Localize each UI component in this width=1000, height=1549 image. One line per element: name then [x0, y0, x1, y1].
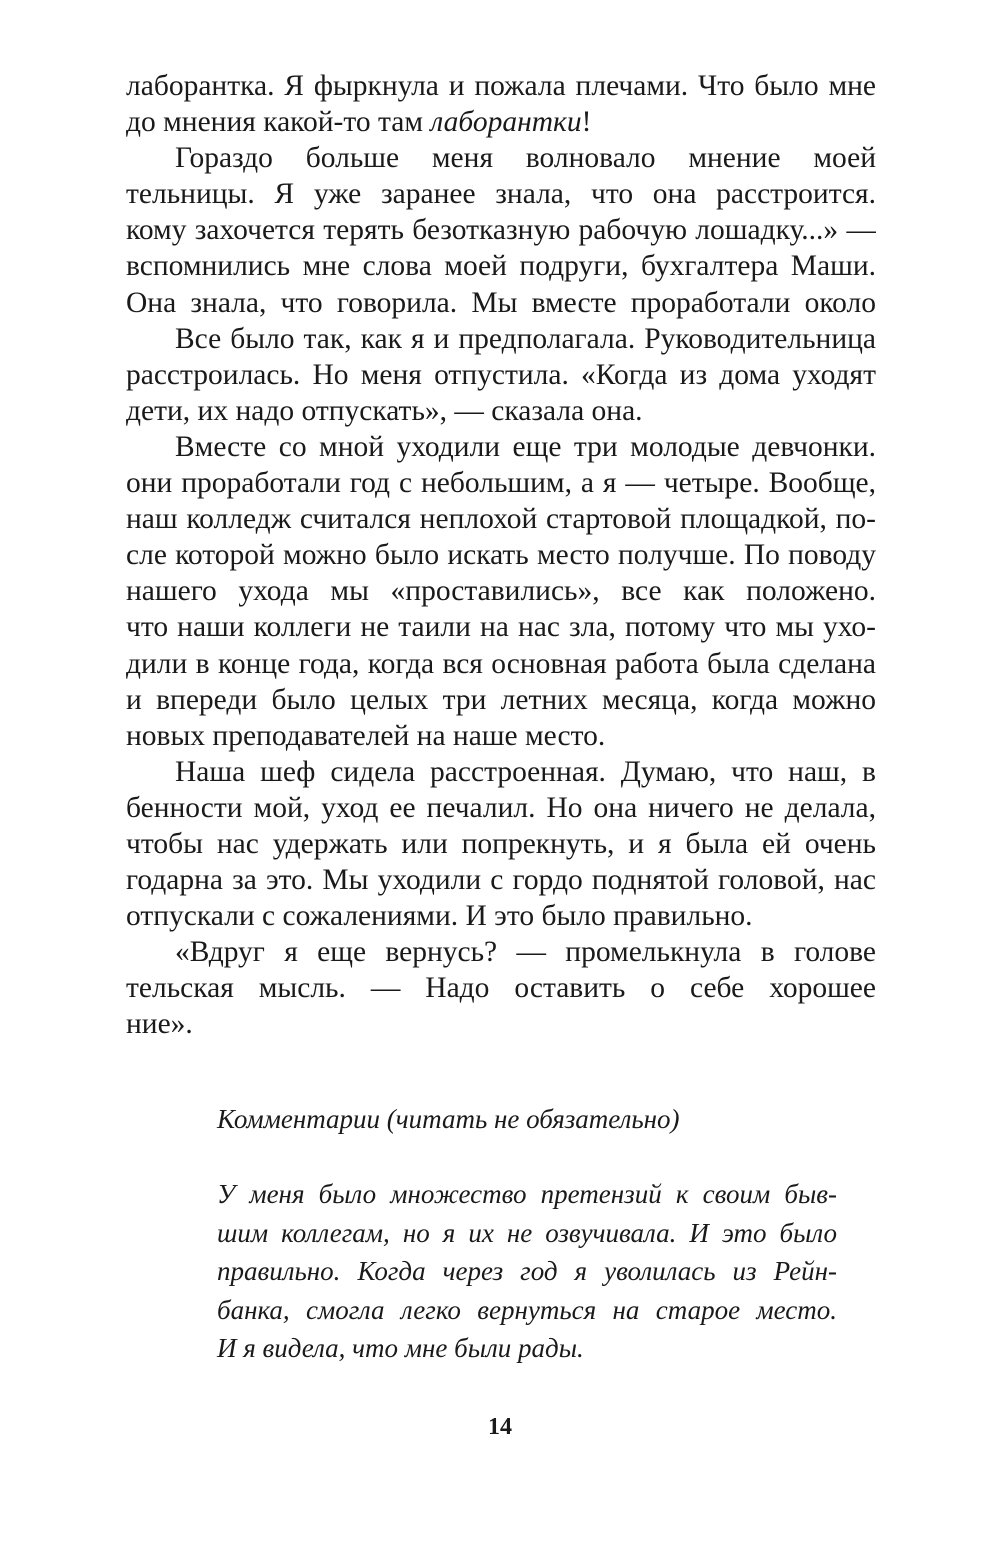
text-line: отпускали с сожалениями. И это было правильно. — [126, 900, 753, 933]
main-text — [126, 68, 876, 1043]
text-line: новых преподавателей на наше место. — [126, 719, 606, 752]
text-line: годарна за это. Мы уходили с гордо поднятой головой, нас — [126, 864, 876, 897]
text-line: вспомнились мне слова моей подруги, бухгалтера Маши. — [126, 250, 876, 283]
text-line: тельницы. Я уже заранее знала, что она расстроится. — [126, 178, 876, 211]
emphasized-word: лаборантки — [430, 106, 582, 139]
text-line: чтобы нас удержать или попрекнуть, и я была ей очень — [126, 827, 876, 860]
comment-line: банка, смогла легко вернуться на старое место. — [217, 1294, 837, 1325]
comment-section — [217, 1101, 837, 1368]
comment-line: И я видела, что мне были рады. — [217, 1333, 584, 1364]
comment-line: шим коллегам, но я их не озвучивала. И это было — [217, 1217, 837, 1248]
text-line: они проработали год с небольшим, а я — четыре. Вообще, — [126, 467, 876, 500]
text-line: сле которой можно было искать место получше. По поводу — [126, 539, 876, 572]
text-line: Она знала, что говорила. Мы вместе проработали около — [126, 286, 876, 319]
text-line: кому захочется терять безотказную рабочую лошадку...» — — [126, 214, 876, 247]
text-line: бенности мой, уход ее печалил. Но она ничего не делала, — [126, 791, 876, 824]
text-line: ние». — [126, 1008, 193, 1041]
text-line: наш колледж считался неплохой стартовой площадкой, по- — [126, 503, 876, 536]
text-line: Наша шеф сидела расстроенная. Думаю, что наш, в — [175, 755, 876, 788]
comment-text — [217, 1175, 837, 1368]
text-line: и впереди было целых три летних месяца, когда можно — [126, 683, 876, 716]
text-line: дети, их надо отпускать», — сказала она. — [126, 394, 643, 427]
comment-line: правильно. Когда через год я уволилась из Рейн- — [217, 1256, 837, 1287]
text-line: нашего ухода мы «проставились», все как положено. — [126, 575, 876, 608]
page-number: 14 — [488, 1414, 512, 1440]
text-line: тельская мысль. — Надо оставить о себе хорошее — [126, 972, 876, 1005]
text-line: Вместе со мной уходили еще три молодые девчонки. — [175, 430, 876, 463]
text-line: Все было так, как я и предполагала. Руководительница — [175, 322, 876, 355]
text-line: до мнения какой-то там лаборантки! — [126, 106, 592, 139]
comment-line: У меня было множество претензий к своим быв- — [217, 1179, 837, 1209]
text-line: дили в конце года, когда вся основная работа была сделана — [126, 647, 876, 680]
text-line: «Вдруг я еще вернусь? — промелькнула в голове — [175, 936, 876, 969]
text-line: лаборантка. Я фыркнула и пожала плечами. Что было мне — [126, 70, 876, 102]
text-line: что наши коллеги не таили на нас зла, потому что мы ухо- — [126, 611, 876, 644]
text-line: расстроилась. Но меня отпустила. «Когда из дома уходят — [126, 358, 876, 391]
comment-heading: Комментарии (читать не обязательно) — [217, 1104, 680, 1134]
text-line: Гораздо больше меня волновало мнение моей — [175, 142, 876, 175]
